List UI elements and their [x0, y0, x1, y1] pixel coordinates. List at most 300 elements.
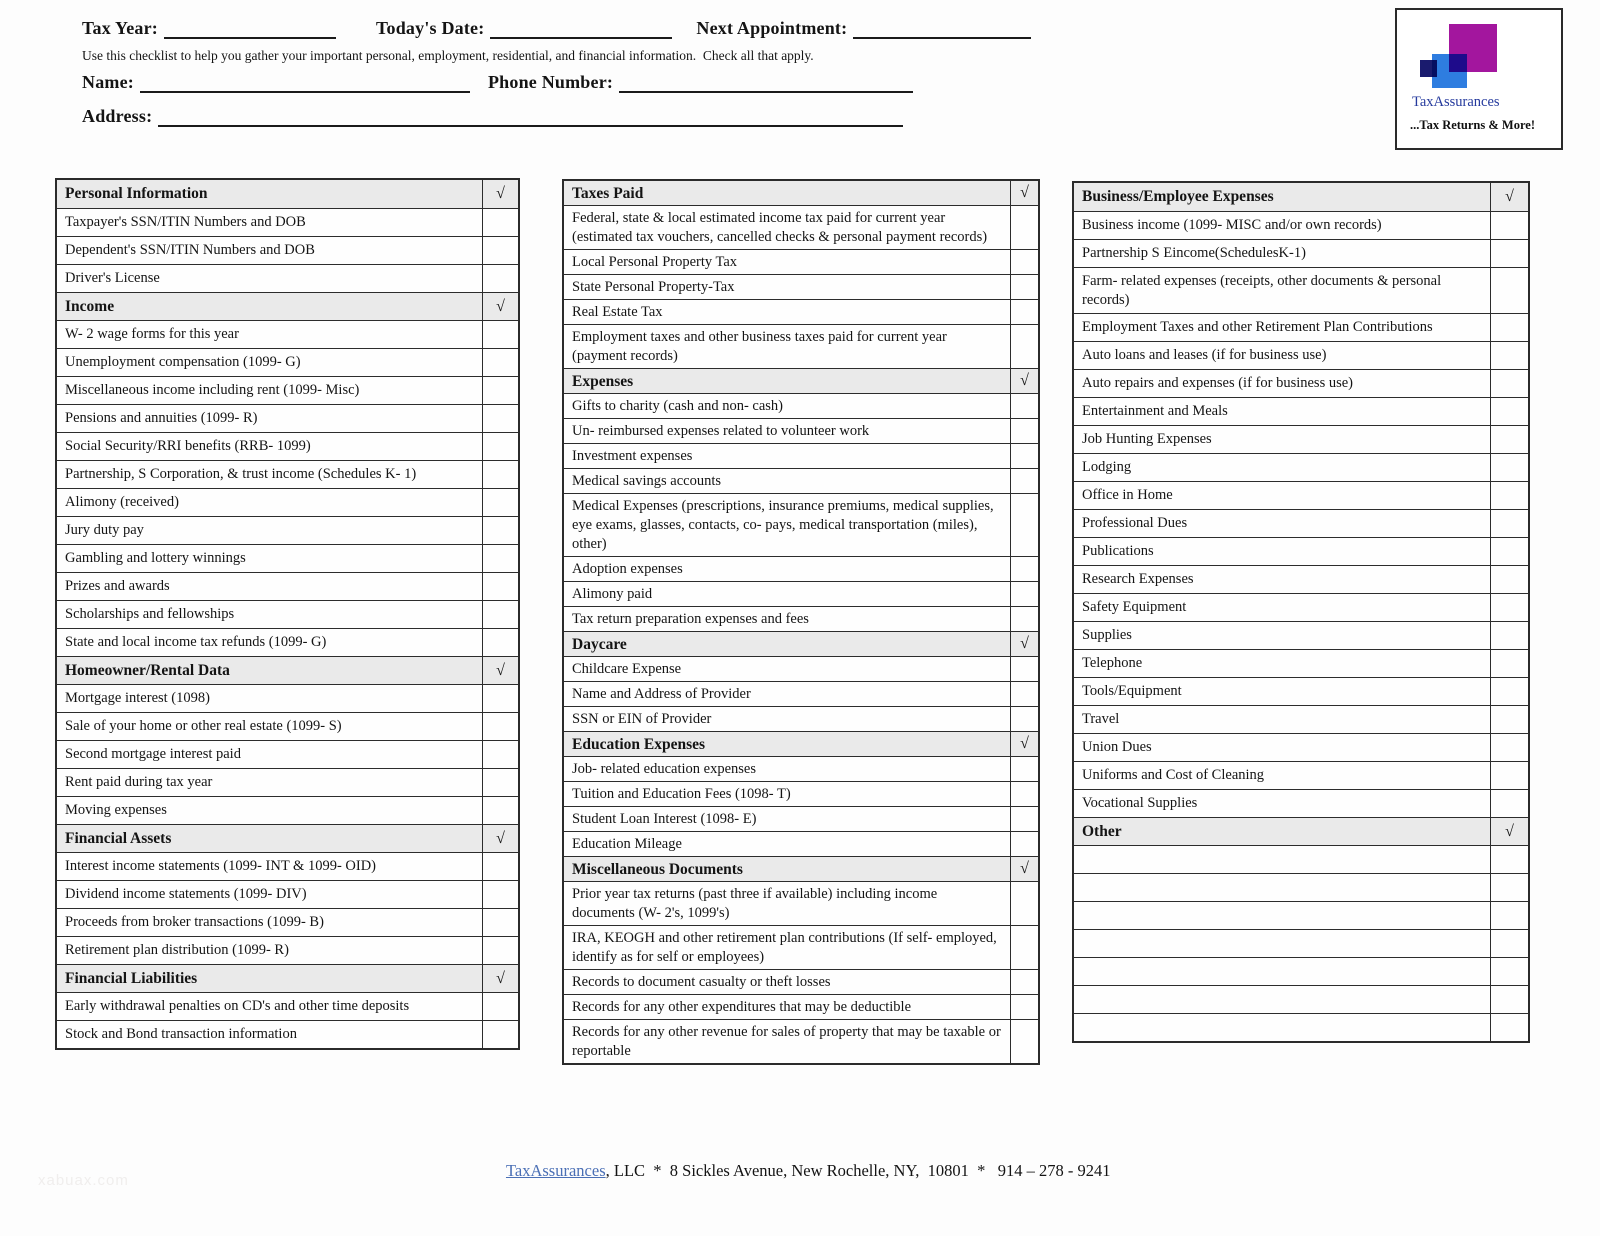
checkbox-cell[interactable] [1490, 762, 1528, 789]
checkmark-icon: √ [496, 661, 505, 679]
section-header-homeowner-rental-data [57, 656, 518, 684]
checklist-row-records-to-document-casualty-or-theft-losses [564, 969, 1038, 994]
checklist-row-pensions-and-annuities-1099-r [57, 404, 518, 432]
row-label: Tax return preparation expenses and fees [572, 610, 809, 627]
checkbox-cell[interactable] [1010, 807, 1038, 831]
checklist-row-miscellaneous-income-including-rent-1099-misc [57, 376, 518, 404]
checklist-row-blank [1074, 957, 1528, 985]
row-label: Alimony (received) [65, 493, 179, 510]
checklist-row-federal-state-local-estimated-income-tax-paid-for-current-year-estimated-tax-vouchers-cancelled-checks-personal-payment-records [564, 205, 1038, 249]
row-label [1074, 958, 1490, 985]
checkbox-cell[interactable] [1010, 607, 1038, 631]
logo-blue-square-icon [1432, 54, 1467, 88]
checklist-column-business [1072, 181, 1530, 1043]
checkbox-cell[interactable] [482, 349, 518, 376]
checkbox-cell[interactable] [1490, 734, 1528, 761]
row-label: W- 2 wage forms for this year [65, 325, 239, 342]
header-line-2 [82, 72, 919, 93]
row-label: Medical Expenses (prescriptions, insurance premiums, medical supplies, eye exams, glasses, contacts, co- pays, medical transportation (miles), other) [572, 497, 994, 552]
checklist-row-ssn-or-ein-of-provider [564, 706, 1038, 731]
checklist-row-records-for-any-other-expenditures-that-may-be-deductible [564, 994, 1038, 1019]
section-check-cell [482, 293, 518, 320]
section-check-cell [1010, 181, 1038, 205]
checkbox-cell[interactable] [1490, 426, 1528, 453]
checkbox-cell[interactable] [482, 685, 518, 712]
checklist-row-professional-dues [1074, 509, 1528, 537]
checkmark-icon: √ [496, 185, 505, 202]
checklist-row-state-personal-property-tax [564, 274, 1038, 299]
row-label: Moving expenses [65, 801, 167, 818]
section-title: Homeowner/Rental Data [65, 661, 230, 679]
checkbox-cell[interactable] [482, 237, 518, 264]
checkbox-cell[interactable] [1490, 510, 1528, 537]
checklist-row-local-personal-property-tax [564, 249, 1038, 274]
checklist-row-travel [1074, 705, 1528, 733]
checkbox-cell[interactable] [1490, 678, 1528, 705]
todays-date-label: Today's Date: [375, 18, 485, 38]
checkbox-cell[interactable] [1010, 300, 1038, 324]
row-label: Sale of your home or other real estate (1099- S) [65, 717, 342, 734]
row-label: Uniforms and Cost of Cleaning [1082, 766, 1265, 783]
checklist-row-real-estate-tax [564, 299, 1038, 324]
checklist-row-education-mileage [564, 831, 1038, 856]
checkbox-cell[interactable] [1490, 370, 1528, 397]
checkbox-cell[interactable] [1490, 268, 1528, 313]
row-label: State and local income tax refunds (1099- G) [65, 633, 327, 650]
section-header-business-employee-expenses [1074, 183, 1528, 211]
checklist-row-scholarships-and-fellowships [57, 600, 518, 628]
row-label: Local Personal Property Tax [572, 253, 738, 270]
header-line-1 [82, 18, 1037, 39]
section-header-education-expenses [564, 731, 1038, 756]
checklist-row-blank [1074, 873, 1528, 901]
checkbox-cell[interactable] [1010, 325, 1038, 368]
checkbox-cell[interactable] [482, 629, 518, 656]
checklist-row-ira-keogh-and-other-retirement-plan-contributions-if-self-employed-identify-as-for-self-or-employees [564, 925, 1038, 969]
checklist-row-mortgage-interest-1098 [57, 684, 518, 712]
checklist-row-blank [1074, 901, 1528, 929]
checklist-row-interest-income-statements-1099-int-1099-oid [57, 852, 518, 880]
checklist-row-tuition-and-education-fees-1098-t [564, 781, 1038, 806]
checkmark-icon: √ [496, 297, 505, 315]
checklist-row-prizes-and-awards [57, 572, 518, 600]
row-label: Alimony paid [572, 585, 653, 602]
checkbox-cell[interactable] [1010, 882, 1038, 925]
header-line-3 [82, 106, 909, 127]
checkbox-cell[interactable] [482, 769, 518, 796]
row-label: Dependent's SSN/ITIN Numbers and DOB [65, 241, 315, 258]
section-header-expenses [564, 368, 1038, 393]
checklist-row-farm-related-expenses-receipts-other-documents-personal-records [1074, 267, 1528, 313]
row-label: Unemployment compensation (1099- G) [65, 353, 301, 370]
instruction-note: Use this checklist to help you gather your important personal, employment, residential, and financial information. Check all that apply. [82, 48, 814, 63]
next-appointment-label: Next Appointment: [696, 18, 848, 38]
checkmark-icon: √ [1505, 822, 1514, 840]
row-label: Auto loans and leases (if for business use) [1082, 346, 1327, 363]
checklist-row-telephone [1074, 649, 1528, 677]
checkbox-cell[interactable] [1490, 902, 1528, 929]
checkbox-cell[interactable] [1010, 995, 1038, 1019]
checkbox-cell[interactable] [1490, 650, 1528, 677]
section-header-income [57, 292, 518, 320]
row-label: Publications [1082, 542, 1154, 559]
checkbox-cell[interactable] [482, 265, 518, 292]
checkbox-cell[interactable] [1010, 206, 1038, 249]
row-label: Employment taxes and other business taxes paid for current year (payment records) [572, 328, 947, 364]
section-check-cell [1490, 183, 1528, 211]
row-label: Vocational Supplies [1082, 794, 1198, 811]
row-label: Job- related education expenses [572, 760, 756, 777]
checkbox-cell[interactable] [1490, 454, 1528, 481]
row-label: Partnership, S Corporation, & trust income (Schedules K- 1) [65, 465, 417, 482]
section-check-cell [1010, 632, 1038, 656]
checkbox-cell[interactable] [482, 797, 518, 824]
checklist-row-research-expenses [1074, 565, 1528, 593]
section-header-financial-liabilities [57, 964, 518, 992]
checkmark-icon: √ [496, 829, 505, 847]
checklist-row-blank [1074, 845, 1528, 873]
row-label: Childcare Expense [572, 660, 682, 677]
row-label: Farm- related expenses (receipts, other documents & personal records) [1082, 272, 1442, 308]
checklist-row-social-security-rri-benefits-rrb-1099 [57, 432, 518, 460]
checkbox-cell[interactable] [1490, 538, 1528, 565]
checkbox-cell[interactable] [482, 517, 518, 544]
row-label: Employment Taxes and other Retirement Plan Contributions [1082, 318, 1433, 335]
row-label: IRA, KEOGH and other retirement plan contributions (If self- employed, identify as for self or employees) [572, 929, 997, 965]
row-label: Driver's License [65, 269, 160, 286]
row-label: Federal, state & local estimated income tax paid for current year (estimated tax vouchers, cancelled checks & personal payment records) [572, 209, 988, 245]
section-check-cell [482, 825, 518, 852]
row-label: Retirement plan distribution (1099- R) [65, 941, 289, 958]
checklist-row-tax-return-preparation-expenses-and-fees [564, 606, 1038, 631]
checklist-row-dividend-income-statements-1099-div [57, 880, 518, 908]
row-label: Interest income statements (1099- INT & 1099- OID) [65, 857, 376, 874]
section-header-miscellaneous-documents [564, 856, 1038, 881]
section-check-cell [1010, 369, 1038, 393]
name-label: Name: [82, 72, 134, 92]
checklist-row-auto-loans-and-leases-if-for-business-use [1074, 341, 1528, 369]
section-title: Business/Employee Expenses [1082, 187, 1274, 205]
logo-tagline: ...Tax Returns & More! [1410, 118, 1535, 132]
watermark: xabuax.com [38, 1172, 129, 1189]
row-label [1074, 874, 1490, 901]
checklist-row-tools-equipment [1074, 677, 1528, 705]
checkbox-cell[interactable] [482, 937, 518, 964]
checkbox-cell[interactable] [1010, 926, 1038, 969]
checkmark-icon: √ [1020, 635, 1029, 652]
row-label: Name and Address of Provider [572, 685, 751, 702]
checkbox-cell[interactable] [1010, 582, 1038, 606]
checkbox-cell[interactable] [1010, 444, 1038, 468]
checklist-row-early-withdrawal-penalties-on-cd-s-and-other-time-deposits [57, 992, 518, 1020]
footer-address-text: , LLC * 8 Sickles Avenue, New Rochelle, NY, 10801 * 914 – 278 - 9241 [605, 1161, 1111, 1180]
address-label: Address: [82, 106, 153, 126]
checklist-row-adoption-expenses [564, 556, 1038, 581]
row-label: Records for any other revenue for sales of property that may be taxable or reportable [572, 1023, 1001, 1059]
checkbox-cell[interactable] [482, 909, 518, 936]
row-label [1074, 846, 1490, 873]
checklist-row-lodging [1074, 453, 1528, 481]
row-label: Safety Equipment [1082, 598, 1187, 615]
row-label: Records for any other expenditures that may be deductible [572, 998, 912, 1015]
row-label [1074, 986, 1490, 1013]
checkbox-cell[interactable] [1490, 986, 1528, 1013]
checkbox-cell[interactable] [482, 489, 518, 516]
row-label: Gambling and lottery winnings [65, 549, 246, 566]
checklist-row-driver-s-license [57, 264, 518, 292]
checkbox-cell[interactable] [1010, 682, 1038, 706]
section-title: Education Expenses [572, 735, 706, 753]
logo [1395, 8, 1563, 150]
row-label: Rent paid during tax year [65, 773, 213, 790]
checklist-row-job-hunting-expenses [1074, 425, 1528, 453]
row-label: Dividend income statements (1099- DIV) [65, 885, 307, 902]
checklist-row-un-reimbursed-expenses-related-to-volunteer-work [564, 418, 1038, 443]
checklist-row-retirement-plan-distribution-1099-r [57, 936, 518, 964]
checkmark-icon: √ [1020, 860, 1029, 877]
checklist-row-unemployment-compensation-1099-g [57, 348, 518, 376]
row-label: Entertainment and Meals [1082, 402, 1228, 419]
checkbox-cell[interactable] [482, 853, 518, 880]
checklist-row-moving-expenses [57, 796, 518, 824]
checklist-row-blank [1074, 1013, 1528, 1041]
name-field[interactable] [140, 74, 470, 93]
logo-navy-square-icon [1420, 60, 1437, 77]
checkbox-cell[interactable] [482, 713, 518, 740]
row-label: Gifts to charity (cash and non- cash) [572, 397, 783, 414]
checklist-row-sale-of-your-home-or-other-real-estate-1099-s [57, 712, 518, 740]
phone-number-field[interactable] [619, 74, 913, 93]
row-label: Early withdrawal penalties on CD's and other time deposits [65, 997, 410, 1014]
footer-company-link[interactable]: TaxAssurances [505, 1161, 606, 1180]
row-label [1074, 902, 1490, 929]
row-label: Business income (1099- MISC and/or own records) [1082, 216, 1382, 233]
checkbox-cell[interactable] [1490, 846, 1528, 873]
row-label: Miscellaneous income including rent (1099- Misc) [65, 381, 360, 398]
row-label: Prizes and awards [65, 577, 170, 594]
row-label: Office in Home [1082, 486, 1173, 503]
checkbox-cell[interactable] [1010, 657, 1038, 681]
section-title: Other [1082, 822, 1122, 840]
checkbox-cell[interactable] [482, 321, 518, 348]
checkmark-icon: √ [1505, 188, 1514, 205]
checkbox-cell[interactable] [1490, 566, 1528, 593]
checkbox-cell[interactable] [1010, 557, 1038, 581]
row-label: SSN or EIN of Provider [572, 710, 712, 727]
checklist-row-taxpayer-s-ssn-itin-numbers-and-dob [57, 208, 518, 236]
checklist-row-office-in-home [1074, 481, 1528, 509]
footer [0, 1141, 1600, 1201]
checklist-row-investment-expenses [564, 443, 1038, 468]
row-label: Records to document casualty or theft losses [572, 973, 831, 990]
section-header-personal-information [57, 180, 518, 208]
checkbox-cell[interactable] [482, 573, 518, 600]
checkbox-cell[interactable] [1010, 782, 1038, 806]
checkbox-cell[interactable] [1010, 832, 1038, 856]
checklist-row-stock-and-bond-transaction-information [57, 1020, 518, 1048]
section-title: Taxes Paid [572, 184, 644, 202]
row-label [1074, 1014, 1490, 1041]
checklist-row-childcare-expense [564, 656, 1038, 681]
section-check-cell [482, 180, 518, 208]
checklist-row-records-for-any-other-revenue-for-sales-of-property-that-may-be-taxable-or-reportable [564, 1019, 1038, 1063]
checkmark-icon: √ [1020, 372, 1029, 389]
checkbox-cell[interactable] [482, 377, 518, 404]
row-label: Medical savings accounts [572, 472, 721, 489]
checkbox-cell[interactable] [1010, 1020, 1038, 1063]
section-header-financial-assets [57, 824, 518, 852]
row-label: Tuition and Education Fees (1098- T) [572, 785, 791, 802]
row-label: Prior year tax returns (past three if available) including income documents (W- 2's, 1099's) [572, 885, 938, 921]
row-label: Investment expenses [572, 447, 693, 464]
checkbox-cell[interactable] [482, 545, 518, 572]
tax-year-field[interactable] [164, 20, 336, 39]
section-title: Income [65, 297, 115, 315]
row-label: Taxpayer's SSN/ITIN Numbers and DOB [65, 213, 306, 230]
address-field[interactable] [158, 108, 903, 127]
checkbox-cell[interactable] [482, 433, 518, 460]
todays-date-field[interactable] [490, 20, 672, 39]
checklist-row-second-mortgage-interest-paid [57, 740, 518, 768]
row-label: Education Mileage [572, 835, 682, 852]
checkmark-icon: √ [496, 969, 505, 987]
checkbox-cell[interactable] [1490, 930, 1528, 957]
row-label: Supplies [1082, 626, 1132, 643]
checkbox-cell[interactable] [1490, 622, 1528, 649]
section-check-cell [482, 657, 518, 684]
checklist-row-job-related-education-expenses [564, 756, 1038, 781]
row-label: Un- reimbursed expenses related to volunteer work [572, 422, 870, 439]
row-label: Stock and Bond transaction information [65, 1025, 297, 1042]
row-label: Partnership S Eincome(SchedulesK-1) [1082, 244, 1306, 261]
checklist-row-publications [1074, 537, 1528, 565]
section-title: Personal Information [65, 184, 208, 202]
checklist-row-employment-taxes-and-other-business-taxes-paid-for-current-year-payment-records [564, 324, 1038, 368]
checkbox-cell[interactable] [482, 209, 518, 236]
checklist-row-supplies [1074, 621, 1528, 649]
next-appointment-field[interactable] [853, 20, 1031, 39]
section-title: Miscellaneous Documents [572, 860, 743, 878]
checkbox-cell[interactable] [1490, 1014, 1528, 1041]
checkbox-cell[interactable] [1490, 958, 1528, 985]
tax-year-label: Tax Year: [82, 18, 158, 38]
checklist-row-blank [1074, 985, 1528, 1013]
row-label: Student Loan Interest (1098- E) [572, 810, 757, 827]
checklist-row-union-dues [1074, 733, 1528, 761]
checklist-row-employment-taxes-and-other-retirement-plan-contributions [1074, 313, 1528, 341]
checkmark-icon: √ [1020, 735, 1029, 752]
phone-number-label: Phone Number: [487, 72, 614, 92]
row-label: Union Dues [1082, 738, 1152, 755]
checkbox-cell[interactable] [1010, 469, 1038, 493]
checkbox-cell[interactable] [482, 405, 518, 432]
checkbox-cell[interactable] [1010, 250, 1038, 274]
checkbox-cell[interactable] [482, 993, 518, 1020]
checklist-row-prior-year-tax-returns-past-three-if-available-including-income-documents-w-2-s-1099-s [564, 881, 1038, 925]
checkbox-cell[interactable] [1490, 314, 1528, 341]
checklist-row-rent-paid-during-tax-year [57, 768, 518, 796]
row-label: Second mortgage interest paid [65, 745, 241, 762]
section-check-cell [1010, 732, 1038, 756]
checkbox-cell[interactable] [1490, 790, 1528, 817]
checklist-row-alimony-paid [564, 581, 1038, 606]
checkbox-cell[interactable] [1490, 398, 1528, 425]
checkbox-cell[interactable] [1010, 707, 1038, 731]
checkbox-cell[interactable] [482, 881, 518, 908]
checkbox-cell[interactable] [482, 601, 518, 628]
row-label: Professional Dues [1082, 514, 1188, 531]
section-header-other [1074, 817, 1528, 845]
checklist-row-medical-savings-accounts [564, 468, 1038, 493]
checklist-row-dependent-s-ssn-itin-numbers-and-dob [57, 236, 518, 264]
section-header-daycare [564, 631, 1038, 656]
row-label: Travel [1082, 710, 1120, 727]
checkbox-cell[interactable] [1490, 240, 1528, 267]
row-label: Proceeds from broker transactions (1099- B) [65, 913, 324, 930]
checkbox-cell[interactable] [1490, 212, 1528, 239]
checkbox-cell[interactable] [1010, 970, 1038, 994]
checkbox-cell[interactable] [1490, 342, 1528, 369]
section-check-cell [482, 965, 518, 992]
section-title: Daycare [572, 635, 627, 653]
checkbox-cell[interactable] [1490, 874, 1528, 901]
row-label: Tools/Equipment [1082, 682, 1182, 699]
row-label: Job Hunting Expenses [1082, 430, 1212, 447]
checkbox-cell[interactable] [482, 461, 518, 488]
checklist-row-gambling-and-lottery-winnings [57, 544, 518, 572]
checkbox-cell[interactable] [1010, 419, 1038, 443]
section-title: Expenses [572, 372, 634, 390]
checklist-row-partnership-s-corporation-trust-income-schedules-k-1 [57, 460, 518, 488]
section-check-cell [1010, 857, 1038, 881]
checklist-row-state-and-local-income-tax-refunds-1099-g [57, 628, 518, 656]
row-label [1074, 930, 1490, 957]
checklist-row-w-2-wage-forms-for-this-year [57, 320, 518, 348]
checklist-row-safety-equipment [1074, 593, 1528, 621]
row-label: Jury duty pay [65, 521, 144, 538]
checklist-row-medical-expenses-prescriptions-insurance-premiums-medical-supplies-eye-exams-glasses-contacts-co-pays-medical-transportation-miles-other [564, 493, 1038, 556]
row-label: Mortgage interest (1098) [65, 689, 210, 706]
checkbox-cell[interactable] [1490, 482, 1528, 509]
section-header-taxes-paid [564, 181, 1038, 205]
checklist-row-gifts-to-charity-cash-and-non-cash [564, 393, 1038, 418]
section-title: Financial Assets [65, 829, 172, 847]
checklist-row-blank [1074, 929, 1528, 957]
checkbox-cell[interactable] [1010, 494, 1038, 556]
section-check-cell [1490, 818, 1528, 845]
checklist-row-auto-repairs-and-expenses-if-for-business-use [1074, 369, 1528, 397]
checklist-row-jury-duty-pay [57, 516, 518, 544]
checkbox-cell[interactable] [1010, 394, 1038, 418]
section-title: Financial Liabilities [65, 969, 198, 987]
checklist-row-partnership-s-eincome-schedulesk-1 [1074, 239, 1528, 267]
checkbox-cell[interactable] [1490, 594, 1528, 621]
checkbox-cell[interactable] [1010, 275, 1038, 299]
checkbox-cell[interactable] [482, 741, 518, 768]
checklist-row-name-and-address-of-provider [564, 681, 1038, 706]
row-label: Adoption expenses [572, 560, 683, 577]
checklist-row-student-loan-interest-1098-e [564, 806, 1038, 831]
checkbox-cell[interactable] [482, 1021, 518, 1048]
checklist-row-business-income-1099-misc-and-or-own-records [1074, 211, 1528, 239]
checklist-column-personal [55, 178, 520, 1050]
checkbox-cell[interactable] [1490, 706, 1528, 733]
row-label: Scholarships and fellowships [65, 605, 235, 622]
row-label: Auto repairs and expenses (if for business use) [1082, 374, 1353, 391]
logo-company-name: TaxAssurances [1412, 94, 1500, 110]
checkbox-cell[interactable] [1010, 757, 1038, 781]
row-label: Pensions and annuities (1099- R) [65, 409, 258, 426]
